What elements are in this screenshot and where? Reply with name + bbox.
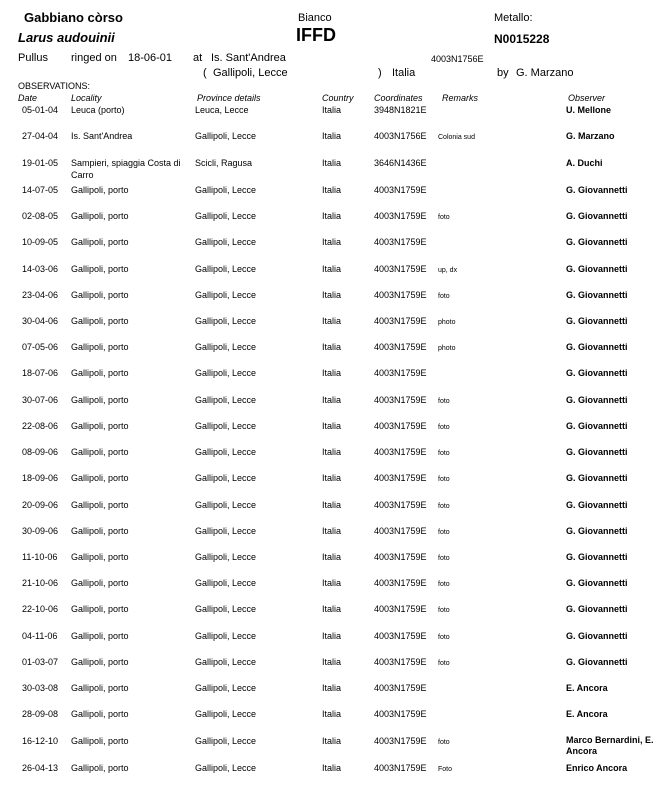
cell-country: Italia	[322, 631, 342, 641]
metal-code: N0015228	[494, 32, 550, 46]
ring-province-close: )	[378, 67, 382, 79]
cell-coordinates: 3948N1821E	[374, 105, 427, 115]
cell-remarks: foto	[438, 555, 450, 562]
cell-locality: Gallipoli, porto	[71, 368, 129, 378]
table-row	[0, 630, 669, 650]
ring-province: Gallipoli, Lecce	[213, 67, 288, 79]
cell-observer: G. Giovannetti	[566, 447, 628, 457]
table-row	[0, 577, 669, 597]
cell-locality: Gallipoli, porto	[71, 316, 129, 326]
table-row	[0, 210, 669, 230]
cell-country: Italia	[322, 683, 342, 693]
cell-remarks: Foto	[438, 766, 453, 773]
cell-locality: Gallipoli, porto	[71, 631, 129, 641]
cell-observer: G. Giovannetti	[566, 578, 628, 588]
cell-coordinates: 4003N1759E	[374, 763, 427, 773]
cell-locality: Gallipoli, porto	[71, 421, 129, 431]
cell-observer: G. Giovannetti	[566, 604, 628, 614]
cell-date: 07-05-06	[22, 342, 59, 352]
cell-country: Italia	[322, 447, 342, 457]
cell-date: 04-11-06	[22, 631, 58, 641]
cell-country: Italia	[322, 736, 342, 746]
cell-locality: Gallipoli, porto	[71, 736, 129, 746]
species-common-name: Gabbiano còrso	[24, 10, 123, 25]
cell-coordinates: 4003N1759E	[374, 421, 427, 431]
cell-locality: Gallipoli, porto	[71, 237, 129, 247]
cell-observer: G. Giovannetti	[566, 211, 628, 221]
cell-observer: U. Mellone	[566, 105, 612, 115]
table-row	[0, 551, 669, 571]
col-header-locality: Locality	[71, 93, 102, 103]
cell-locality: Leuca (porto)	[71, 105, 125, 115]
table-row	[0, 525, 669, 545]
cell-province: Gallipoli, Lecce	[195, 211, 257, 221]
cell-observer: Marco Bernardini, E. Ancora	[566, 735, 654, 756]
cell-date: 23-04-06	[22, 290, 59, 300]
cell-locality: Gallipoli, porto	[71, 552, 129, 562]
cell-date: 20-09-06	[22, 500, 59, 510]
table-row	[0, 472, 669, 492]
cell-observer: G. Giovannetti	[566, 500, 628, 510]
cell-coordinates: 4003N1759E	[374, 316, 427, 326]
cell-country: Italia	[322, 473, 342, 483]
cell-province: Gallipoli, Lecce	[195, 552, 257, 562]
table-row	[0, 735, 669, 755]
cell-coordinates: 4003N1759E	[374, 552, 427, 562]
col-header-coordinates: Coordinates	[374, 93, 423, 103]
cell-locality: Gallipoli, porto	[71, 447, 129, 457]
cell-date: 01-03-07	[22, 657, 59, 667]
cell-province: Gallipoli, Lecce	[195, 526, 257, 536]
cell-coordinates: 4003N1759E	[374, 237, 427, 247]
cell-observer: E. Ancora	[566, 683, 608, 693]
cell-date: 11-10-06	[22, 552, 58, 562]
ringer-name: G. Marzano	[516, 67, 574, 79]
ringed-date: 18-06-01	[128, 52, 173, 64]
cell-date: 27-04-04	[22, 131, 59, 141]
cell-remarks: foto	[438, 529, 450, 536]
table-row	[0, 420, 669, 440]
cell-date: 22-08-06	[22, 421, 59, 431]
table-row	[0, 236, 669, 256]
cell-remarks: Colonia sud	[438, 134, 475, 141]
cell-coordinates: 4003N1759E	[374, 683, 427, 693]
cell-coordinates: 4003N1759E	[374, 500, 427, 510]
cell-province: Gallipoli, Lecce	[195, 500, 257, 510]
cell-remarks: foto	[438, 660, 450, 667]
cell-observer: G. Giovannetti	[566, 473, 628, 483]
cell-locality: Sampieri, spiaggia Costa di Carro	[71, 158, 181, 180]
cell-coordinates: 4003N1759E	[374, 290, 427, 300]
cell-province: Gallipoli, Lecce	[195, 736, 257, 746]
cell-coordinates: 4003N1759E	[374, 473, 427, 483]
cell-country: Italia	[322, 763, 342, 773]
cell-observer: A. Duchi	[566, 158, 603, 168]
cell-province: Scicli, Ragusa	[195, 158, 253, 168]
cell-coordinates: 4003N1756E	[374, 131, 427, 141]
ring-color: Bianco	[298, 12, 332, 24]
cell-observer: G. Giovannetti	[566, 264, 628, 274]
cell-province: Gallipoli, Lecce	[195, 342, 257, 352]
ring-code: IFFD	[296, 25, 336, 45]
cell-date: 26-04-13	[22, 763, 59, 773]
cell-province: Gallipoli, Lecce	[195, 316, 257, 326]
cell-date: 22-10-06	[22, 604, 59, 614]
cell-country: Italia	[322, 421, 342, 431]
cell-date: 21-10-06	[22, 578, 59, 588]
cell-province: Gallipoli, Lecce	[195, 421, 257, 431]
cell-remarks: photo	[438, 319, 456, 326]
cell-province: Gallipoli, Lecce	[195, 709, 257, 719]
table-row	[0, 394, 669, 414]
ring-country: Italia	[392, 67, 416, 79]
cell-remarks: foto	[438, 424, 450, 431]
cell-country: Italia	[322, 131, 342, 141]
cell-observer: G. Giovannetti	[566, 526, 628, 536]
cell-locality: Gallipoli, porto	[71, 526, 129, 536]
cell-remarks: foto	[438, 581, 450, 588]
cell-date: 02-08-05	[22, 211, 59, 221]
cell-locality: Gallipoli, porto	[71, 185, 129, 195]
cell-observer: G. Giovannetti	[566, 421, 628, 431]
cell-remarks: foto	[438, 739, 450, 746]
cell-date: 30-09-06	[22, 526, 59, 536]
by-label: by	[497, 67, 509, 79]
cell-date: 14-07-05	[22, 185, 59, 195]
table-row	[0, 603, 669, 623]
table-row	[0, 708, 669, 728]
cell-province: Gallipoli, Lecce	[195, 447, 257, 457]
cell-locality: Gallipoli, porto	[71, 264, 129, 274]
col-header-observer: Observer	[568, 93, 606, 103]
cell-date: 28-09-08	[22, 709, 59, 719]
cell-date: 30-03-08	[22, 683, 59, 693]
cell-remarks: foto	[438, 293, 450, 300]
cell-province: Gallipoli, Lecce	[195, 657, 257, 667]
table-row	[0, 682, 669, 702]
cell-province: Gallipoli, Lecce	[195, 237, 257, 247]
cell-observer: G. Giovannetti	[566, 342, 628, 352]
col-header-country: Country	[322, 93, 354, 103]
cell-coordinates: 4003N1759E	[374, 736, 427, 746]
cell-date: 30-04-06	[22, 316, 59, 326]
cell-locality: Gallipoli, porto	[71, 578, 129, 588]
cell-province: Gallipoli, Lecce	[195, 264, 257, 274]
cell-province: Gallipoli, Lecce	[195, 763, 257, 773]
col-header-province: Province details	[197, 93, 261, 103]
cell-locality: Gallipoli, porto	[71, 395, 129, 405]
cell-locality: Gallipoli, porto	[71, 500, 129, 510]
cell-coordinates: 4003N1759E	[374, 395, 427, 405]
cell-coordinates: 4003N1759E	[374, 604, 427, 614]
table-row	[0, 315, 669, 335]
table-row	[0, 367, 669, 387]
cell-coordinates: 4003N1759E	[374, 447, 427, 457]
cell-country: Italia	[322, 604, 342, 614]
cell-observer: G. Giovannetti	[566, 290, 628, 300]
cell-observer: G. Giovannetti	[566, 395, 628, 405]
cell-country: Italia	[322, 526, 342, 536]
cell-province: Gallipoli, Lecce	[195, 604, 257, 614]
cell-province: Gallipoli, Lecce	[195, 185, 257, 195]
cell-country: Italia	[322, 709, 342, 719]
cell-remarks: foto	[438, 450, 450, 457]
cell-province: Gallipoli, Lecce	[195, 290, 257, 300]
cell-country: Italia	[322, 500, 342, 510]
cell-province: Gallipoli, Lecce	[195, 578, 257, 588]
metal-label: Metallo:	[494, 12, 533, 24]
observations-label: OBSERVATIONS:	[18, 81, 91, 91]
cell-date: 18-07-06	[22, 368, 59, 378]
cell-remarks: photo	[438, 345, 456, 352]
cell-coordinates: 4003N1759E	[374, 578, 427, 588]
cell-country: Italia	[322, 316, 342, 326]
cell-province: Gallipoli, Lecce	[195, 473, 257, 483]
table-row	[0, 499, 669, 519]
cell-locality: Gallipoli, porto	[71, 473, 129, 483]
cell-province: Gallipoli, Lecce	[195, 631, 257, 641]
cell-remarks: foto	[438, 214, 450, 221]
cell-province: Gallipoli, Lecce	[195, 368, 257, 378]
table-row	[0, 104, 669, 124]
table-row	[0, 289, 669, 309]
cell-observer: G. Giovannetti	[566, 657, 628, 667]
cell-coordinates: 4003N1759E	[374, 211, 427, 221]
cell-observer: G. Giovannetti	[566, 631, 628, 641]
cell-remarks: foto	[438, 607, 450, 614]
age-label: Pullus	[18, 52, 48, 64]
cell-date: 14-03-06	[22, 264, 59, 274]
cell-date: 18-09-06	[22, 473, 59, 483]
species-latin-name: Larus audouinii	[18, 30, 115, 45]
table-row	[0, 157, 669, 180]
cell-country: Italia	[322, 185, 342, 195]
ring-coordinates: 4003N1756E	[431, 54, 484, 64]
at-label: at	[193, 52, 203, 64]
cell-remarks: foto	[438, 503, 450, 510]
table-row	[0, 263, 669, 283]
cell-date: 05-01-04	[22, 105, 59, 115]
cell-province: Gallipoli, Lecce	[195, 131, 257, 141]
cell-country: Italia	[322, 368, 342, 378]
cell-country: Italia	[322, 237, 342, 247]
cell-country: Italia	[322, 290, 342, 300]
cell-remarks: up, dx	[438, 267, 458, 274]
cell-coordinates: 4003N1759E	[374, 368, 427, 378]
cell-remarks: foto	[438, 634, 450, 641]
cell-locality: Gallipoli, porto	[71, 709, 129, 719]
ring-province-open: (	[203, 67, 207, 79]
cell-country: Italia	[322, 264, 342, 274]
cell-date: 19-01-05	[22, 158, 59, 168]
cell-country: Italia	[322, 657, 342, 667]
table-row	[0, 184, 669, 204]
cell-remarks: foto	[438, 398, 450, 405]
cell-date: 08-09-06	[22, 447, 59, 457]
cell-country: Italia	[322, 211, 342, 221]
table-row	[0, 656, 669, 676]
cell-observer: G. Giovannetti	[566, 237, 628, 247]
cell-locality: Gallipoli, porto	[71, 763, 129, 773]
cell-country: Italia	[322, 158, 342, 168]
cell-observer: G. Giovannetti	[566, 552, 628, 562]
cell-observer: G. Marzano	[566, 131, 615, 141]
ring-place: Is. Sant'Andrea	[211, 52, 286, 64]
cell-observer: Enrico Ancora	[566, 763, 628, 773]
cell-locality: Gallipoli, porto	[71, 290, 129, 300]
cell-locality: Gallipoli, porto	[71, 604, 129, 614]
cell-locality: Gallipoli, porto	[71, 683, 129, 693]
cell-coordinates: 4003N1759E	[374, 631, 427, 641]
cell-locality: Gallipoli, porto	[71, 342, 129, 352]
cell-province: Gallipoli, Lecce	[195, 683, 257, 693]
col-header-date: Date	[18, 93, 38, 103]
ringed-on-label: ringed on	[71, 52, 117, 64]
cell-coordinates: 4003N1759E	[374, 264, 427, 274]
cell-country: Italia	[322, 342, 342, 352]
cell-country: Italia	[322, 578, 342, 588]
cell-country: Italia	[322, 395, 342, 405]
cell-observer: E. Ancora	[566, 709, 608, 719]
table-row	[0, 446, 669, 466]
cell-date: 30-07-06	[22, 395, 59, 405]
cell-coordinates: 4003N1759E	[374, 342, 427, 352]
cell-country: Italia	[322, 105, 342, 115]
cell-province: Leuca, Lecce	[195, 105, 249, 115]
cell-observer: G. Giovannetti	[566, 185, 628, 195]
table-row	[0, 341, 669, 361]
cell-coordinates: 4003N1759E	[374, 526, 427, 536]
cell-coordinates: 4003N1759E	[374, 657, 427, 667]
col-header-remarks: Remarks	[442, 93, 479, 103]
cell-locality: Is. Sant'Andrea	[71, 131, 133, 141]
cell-date: 16-12-10	[22, 736, 59, 746]
table-row	[0, 762, 669, 782]
cell-date: 10-09-05	[22, 237, 59, 247]
table-row	[0, 130, 669, 150]
cell-locality: Gallipoli, porto	[71, 211, 129, 221]
cell-locality: Gallipoli, porto	[71, 657, 129, 667]
cell-coordinates: 4003N1759E	[374, 709, 427, 719]
cell-country: Italia	[322, 552, 342, 562]
cell-observer: G. Giovannetti	[566, 316, 628, 326]
cell-remarks: foto	[438, 476, 450, 483]
cell-observer: G. Giovannetti	[566, 368, 628, 378]
cell-coordinates: 4003N1759E	[374, 185, 427, 195]
cell-province: Gallipoli, Lecce	[195, 395, 257, 405]
cell-coordinates: 3646N1436E	[374, 158, 427, 168]
